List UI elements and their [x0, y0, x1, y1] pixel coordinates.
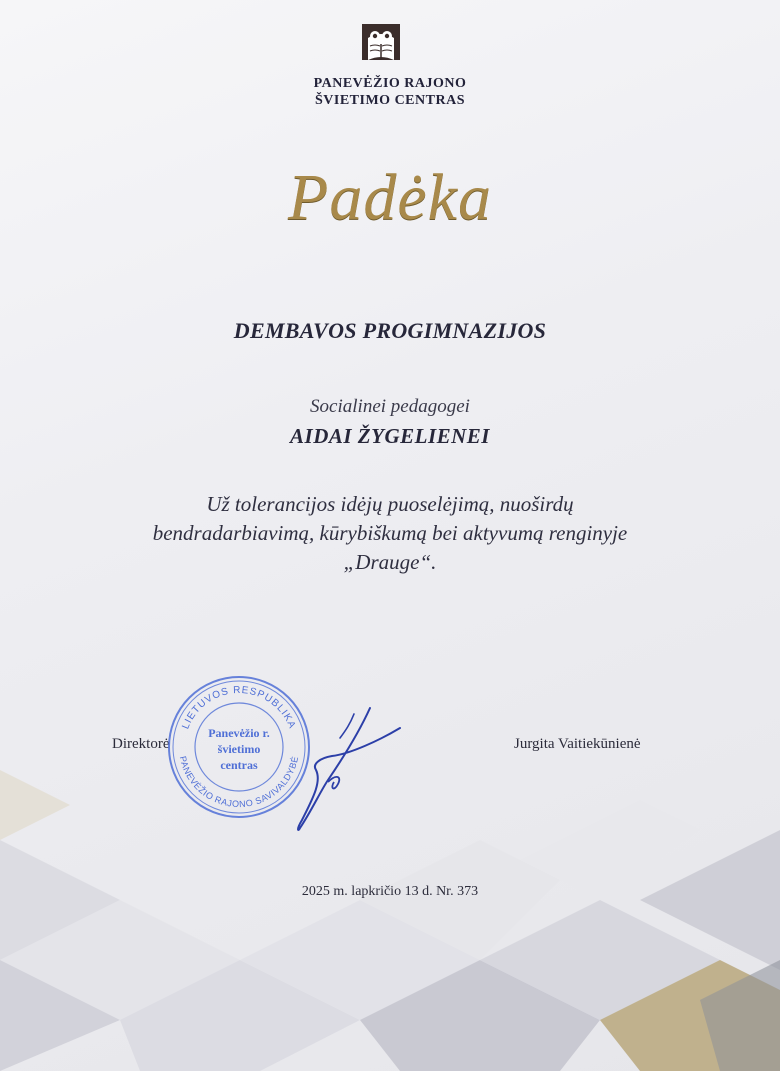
handwritten-signature — [250, 700, 420, 835]
stamp-outer-top-text: LIETUVOS RESPUBLIKA — [180, 684, 298, 731]
recipient-name: AIDAI ŽYGELIENEI — [290, 424, 490, 448]
stamp-inner-line1: Panevėžio r. — [208, 726, 270, 740]
award-reason-line: bendradarbiavimą, kūrybiškumą bei aktyvumą renginyje — [152, 521, 628, 545]
stamp-inner-line2: švietimo — [217, 742, 261, 756]
organization-name-line2: ŠVIETIMO CENTRAS — [315, 93, 465, 108]
owl-book-logo-icon — [360, 20, 402, 64]
signer-position: Direktorė — [112, 736, 170, 752]
award-reason-line: Už tolerancijos idėjų puoselėjimą, nuoširdų — [206, 492, 574, 516]
document-date-number: 2025 m. lapkričio 13 d. Nr. 373 — [301, 884, 479, 899]
recipient-role: Socialinei pedagogei — [310, 396, 470, 417]
organization-name-line1: PANEVĖŽIO RAJONO — [313, 76, 467, 91]
signer-name: Jurgita Vaitiekūnienė — [514, 736, 641, 752]
stamp-outer-bottom-text: PANEVĖŽIO RAJONO SAVIVALDYBĖ — [177, 755, 301, 810]
recipient-school: DEMBAVOS PROGIMNAZIJOS — [233, 318, 547, 343]
certificate-title: Padėka — [288, 161, 492, 234]
award-reason-line: „Drauge“. — [343, 550, 437, 574]
stamp-inner-line3: centras — [220, 758, 258, 772]
award-reason — [0, 490, 780, 577]
